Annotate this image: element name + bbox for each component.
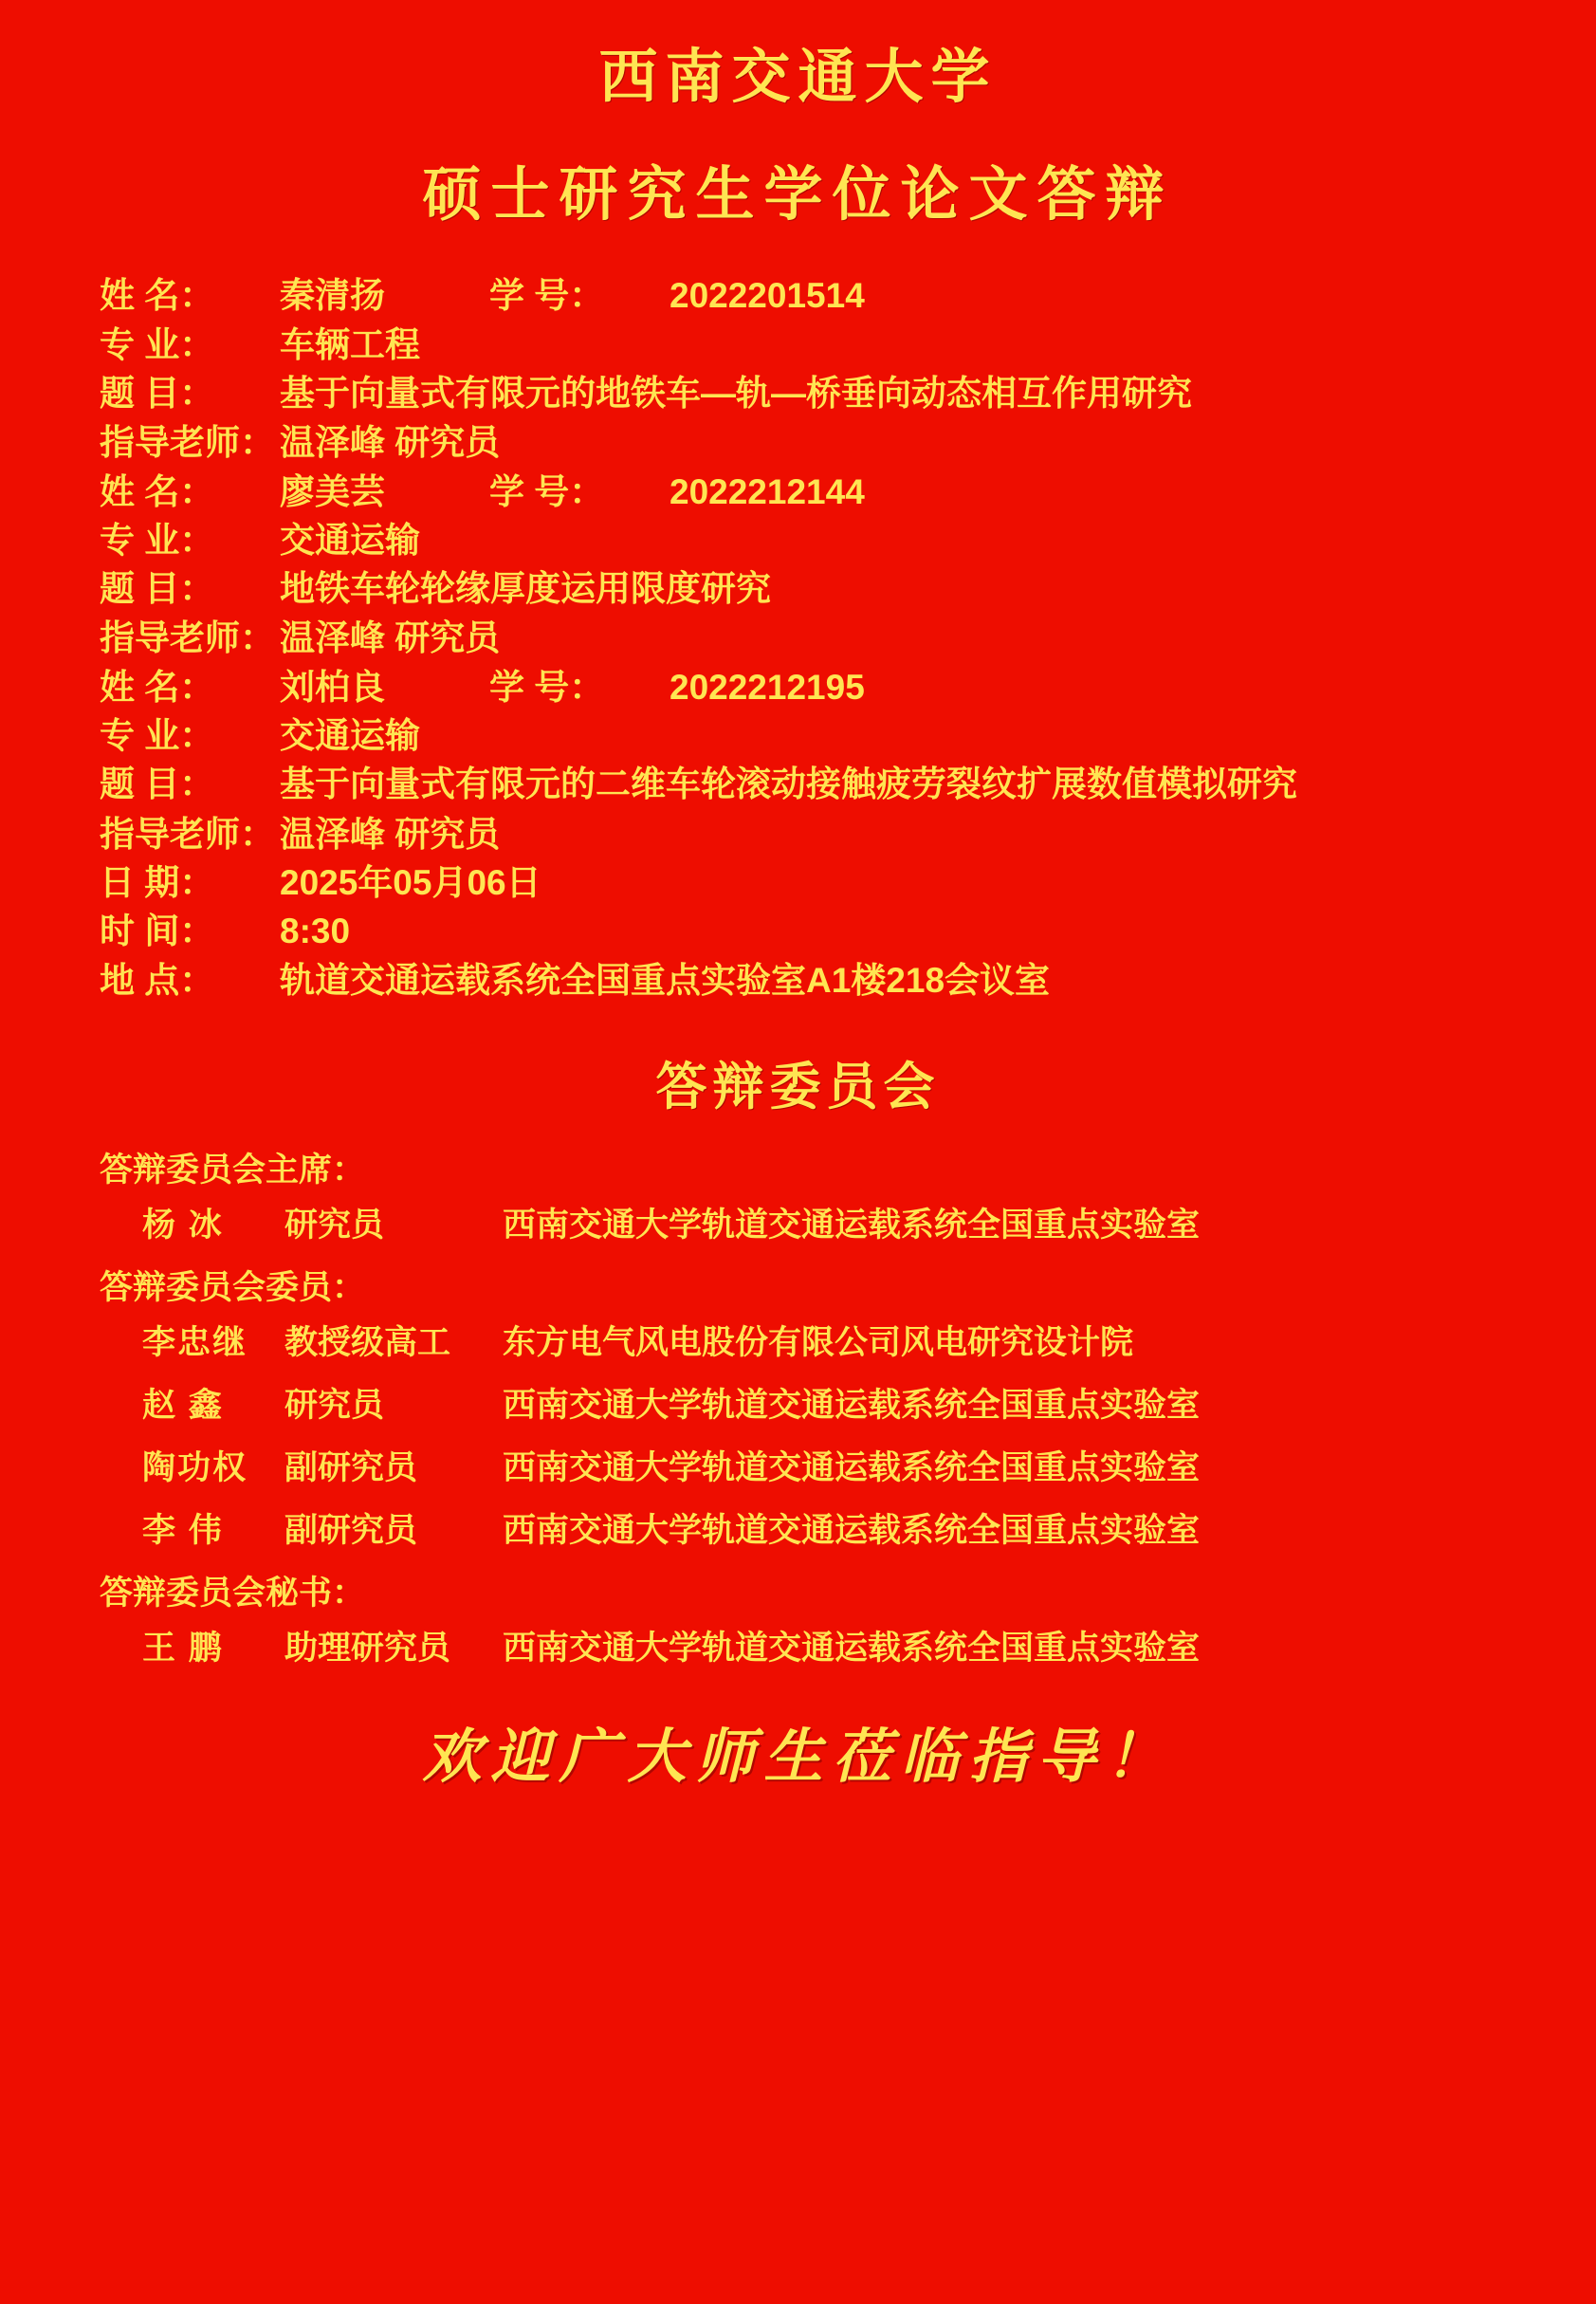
student-id-value: 2022201514 <box>670 276 865 316</box>
place-value: 轨道交通运载系统全国重点实验室A1楼218会议室 <box>280 960 1051 1000</box>
student-id-label: 学 号： <box>489 276 605 316</box>
committee-member-row <box>0 1199 1596 1246</box>
major-label: 专 业： <box>100 324 215 364</box>
candidate-name: 廖美芸 <box>280 471 385 511</box>
defense-announcement-poster <box>0 46 1596 2304</box>
committee-member-row <box>0 1379 1596 1427</box>
member-name: 赵 鑫 <box>142 1386 224 1424</box>
page-title: 硕士研究生学位论文答辩 <box>422 162 1174 229</box>
committee-members-label: 答辩委员会委员： <box>100 1268 366 1306</box>
welcome-message: 欢迎广大师生莅临指导！ <box>422 1721 1174 1791</box>
committee-title: 答辩委员会 <box>655 1058 941 1115</box>
name-label: 姓 名： <box>100 667 215 707</box>
date-label: 日 期： <box>100 862 215 902</box>
advisor-label: 指导老师： <box>100 618 275 658</box>
student-id-value: 2022212144 <box>670 471 865 511</box>
committee-member-row <box>0 1317 1596 1364</box>
major-value: 交通运输 <box>280 716 420 756</box>
member-rank: 研究员 <box>284 1386 385 1424</box>
member-rank: 副研究员 <box>284 1448 418 1486</box>
member-rank: 教授级高工 <box>284 1323 451 1361</box>
defense-place-row <box>100 958 1530 1003</box>
member-organization: 西南交通大学轨道交通运载系统全国重点实验室 <box>503 1448 1201 1486</box>
thesis-value: 基于向量式有限元的二维车轮滚动接触疲劳裂纹扩展数值模拟研究 <box>280 765 1297 804</box>
candidate-thesis-row <box>100 566 1530 612</box>
advisor-label: 指导老师： <box>100 814 275 854</box>
member-organization: 西南交通大学轨道交通运载系统全国重点实验室 <box>503 1206 1201 1244</box>
candidate-major-row <box>100 323 1530 367</box>
candidate-name: 刘柏良 <box>280 667 385 707</box>
advisor-value: 温泽峰 研究员 <box>280 618 501 658</box>
defense-date-row <box>100 860 1530 905</box>
committee-member-row <box>0 1504 1596 1552</box>
name-label: 姓 名： <box>100 276 215 316</box>
candidate-name-row <box>100 665 1530 710</box>
advisor-label: 指导老师： <box>100 423 275 463</box>
member-name: 李 伟 <box>142 1511 224 1549</box>
thesis-label: 题 目： <box>100 569 215 609</box>
advisor-value: 温泽峰 研究员 <box>280 814 501 854</box>
member-organization: 西南交通大学轨道交通运载系统全国重点实验室 <box>503 1629 1201 1667</box>
date-value: 2025年05月06日 <box>280 862 541 902</box>
university-name: 西南交通大学 <box>598 45 998 110</box>
member-name: 杨 冰 <box>142 1206 224 1244</box>
major-label: 专 业： <box>100 716 215 756</box>
candidate-thesis-row <box>100 762 1530 807</box>
member-name: 陶功权 <box>142 1448 248 1486</box>
student-id-label: 学 号： <box>489 667 605 707</box>
committee-member-row <box>0 1622 1596 1669</box>
committee-member-row <box>0 1442 1596 1489</box>
thesis-label: 题 目： <box>100 765 215 804</box>
major-value: 交通运输 <box>280 520 420 560</box>
place-label: 地 点： <box>100 960 215 1000</box>
member-organization: 西南交通大学轨道交通运载系统全国重点实验室 <box>503 1511 1201 1549</box>
student-id-label: 学 号： <box>489 471 605 511</box>
member-name: 王 鹏 <box>142 1629 224 1667</box>
candidate-thesis-row <box>100 371 1530 416</box>
member-rank: 副研究员 <box>284 1511 418 1549</box>
student-id-value: 2022212195 <box>670 667 865 707</box>
thesis-value: 地铁车轮轮缘厚度运用限度研究 <box>280 569 771 609</box>
member-name: 李忠继 <box>142 1323 248 1361</box>
major-label: 专 业： <box>100 520 215 560</box>
candidate-major-row <box>100 713 1530 758</box>
member-organization: 西南交通大学轨道交通运载系统全国重点实验室 <box>503 1386 1201 1424</box>
member-rank: 助理研究员 <box>284 1629 451 1667</box>
time-label: 时 间： <box>100 912 215 951</box>
defense-time-row <box>100 909 1530 953</box>
candidate-major-row <box>100 518 1530 562</box>
candidate-name: 秦清扬 <box>280 276 385 316</box>
member-organization: 东方电气风电股份有限公司风电研究设计院 <box>503 1323 1134 1361</box>
committee-secretary-label: 答辩委员会秘书： <box>100 1574 366 1612</box>
committee-chair-label: 答辩委员会主席： <box>100 1151 366 1189</box>
name-label: 姓 名： <box>100 471 215 511</box>
candidate-name-row <box>100 273 1530 318</box>
time-value: 8:30 <box>280 912 351 951</box>
major-value: 车辆工程 <box>280 324 420 364</box>
thesis-label: 题 目： <box>100 374 215 414</box>
committee-section <box>0 1144 1596 1669</box>
candidate-name-row <box>100 470 1530 514</box>
advisor-value: 温泽峰 研究员 <box>280 423 501 463</box>
candidate-advisor-row <box>100 420 1530 465</box>
candidate-advisor-row <box>100 616 1530 660</box>
thesis-value: 基于向量式有限元的地铁车—轨—桥垂向动态相互作用研究 <box>280 374 1192 414</box>
candidate-advisor-row <box>100 812 1530 857</box>
candidates-info <box>0 273 1596 1003</box>
member-rank: 研究员 <box>284 1206 385 1244</box>
